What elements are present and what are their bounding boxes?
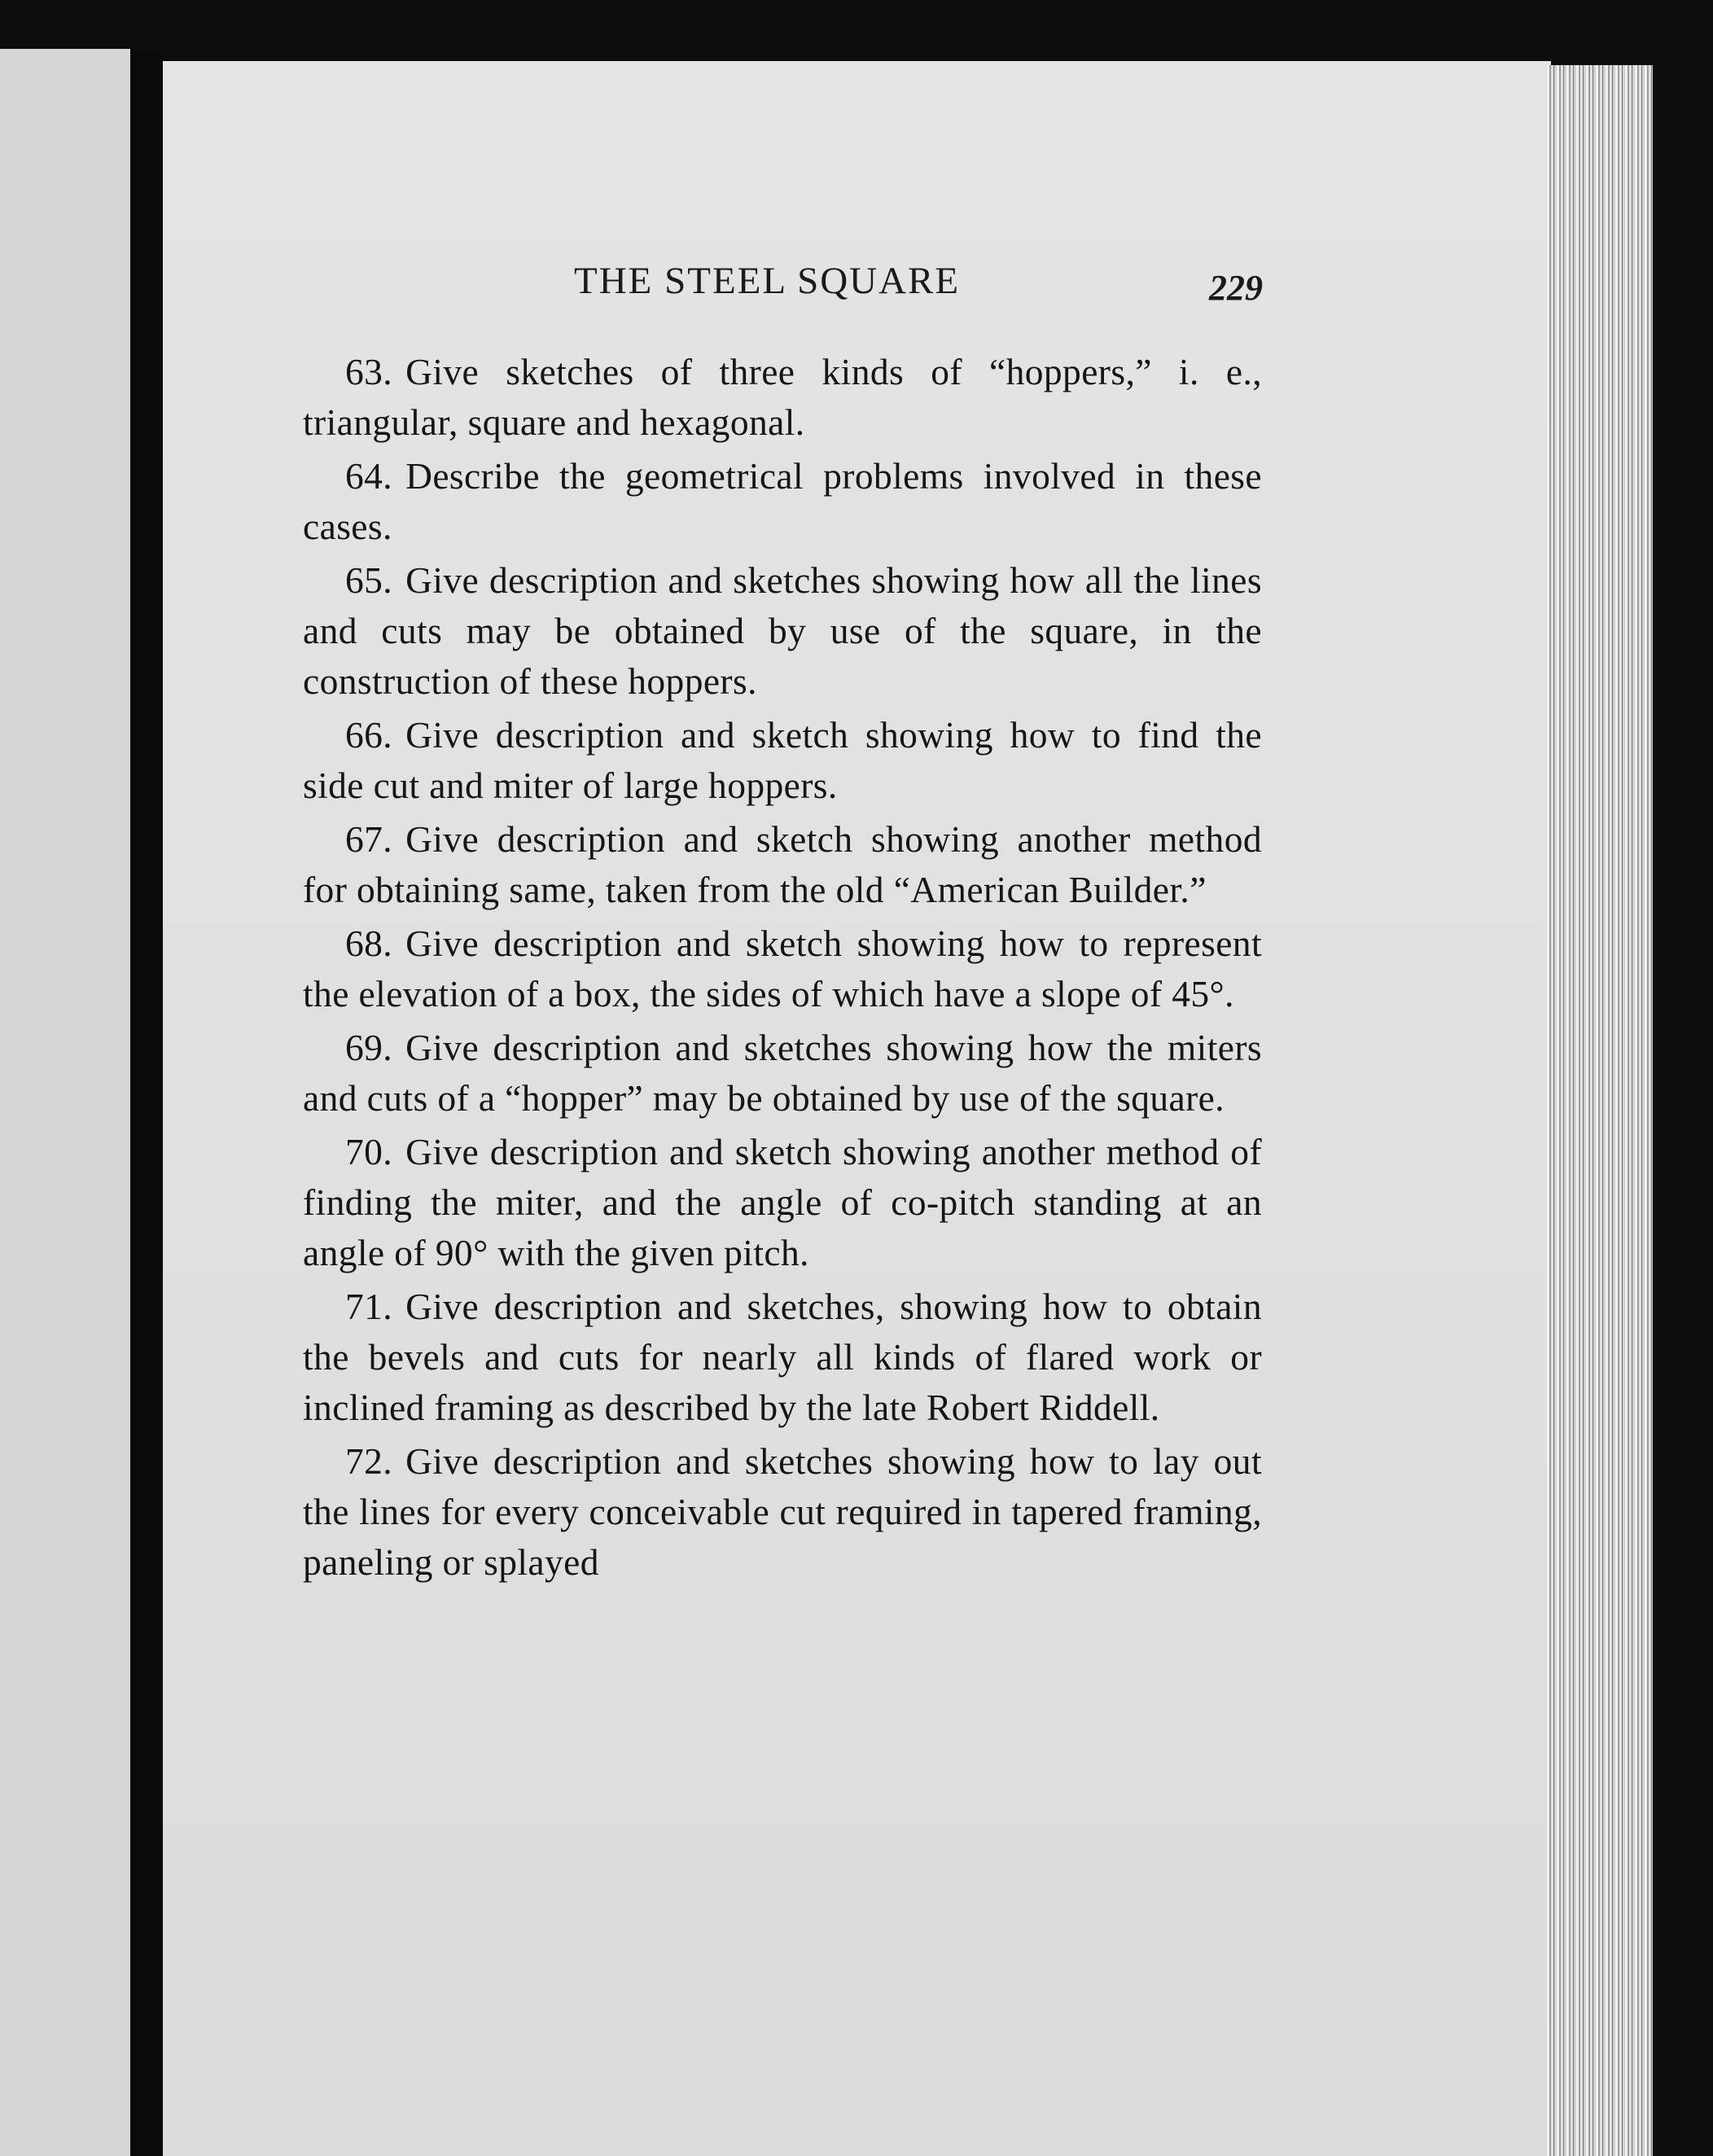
question-item [303, 555, 1262, 707]
question-number: 68. [345, 922, 393, 964]
question-number: 66. [345, 714, 393, 756]
question-number: 63. [345, 351, 393, 392]
question-item [303, 1282, 1262, 1433]
question-item [303, 451, 1262, 552]
page-number: 229 [1209, 268, 1263, 308]
question-list [303, 347, 1262, 1591]
question-text: Give description and sketches showing how all the lines and cuts may be obtained by use of the square, in the construction of these hoppers. [303, 559, 1262, 702]
background-edge [1653, 57, 1713, 2156]
question-text: Give description and sketch showing another method for obtaining same, taken from the old “American Builder.” [303, 818, 1262, 910]
question-text: Give description and sketch showing another method of finding the miter, and the angle of co-pitch standing at an angle of 90° with the given pitch. [303, 1131, 1262, 1273]
question-item [303, 710, 1262, 811]
question-item [303, 347, 1262, 448]
question-text: Describe the geometrical problems involved in these cases. [303, 455, 1262, 547]
running-head [456, 259, 1433, 316]
question-number: 64. [345, 455, 393, 497]
question-text: Give description and sketch showing how to represent the elevation of a box, the sides of which have a slope of 45°. [303, 922, 1262, 1014]
question-item [303, 1127, 1262, 1278]
question-number: 69. [345, 1027, 393, 1068]
book-gutter [132, 53, 163, 2156]
page-fore-edge [1547, 65, 1653, 2156]
question-text: Give description and sketch showing how to find the side cut and miter of large hoppers. [303, 714, 1262, 806]
question-item [303, 1436, 1262, 1588]
question-text: Give description and sketches showing how to lay out the lines for every conceivable cut required in tapered framing, paneling or splayed [303, 1440, 1262, 1583]
running-head-title: THE STEEL SQUARE [574, 260, 961, 302]
question-number: 70. [345, 1131, 393, 1172]
question-number: 72. [345, 1440, 393, 1482]
question-text: Give sketches of three kinds of “hoppers,” i. e., triangular, square and hexagonal. [303, 351, 1262, 443]
previous-page-edge [0, 49, 130, 2156]
question-item [303, 1023, 1262, 1124]
question-number: 71. [345, 1286, 393, 1327]
question-number: 67. [345, 818, 393, 860]
question-item [303, 918, 1262, 1019]
question-text: Give description and sketches, showing how to obtain the bevels and cuts for nearly all kinds of flared work or inclined framing as described by the late Robert Riddell. [303, 1286, 1262, 1428]
question-text: Give description and sketches showing how the miters and cuts of a “hopper” may be obtained by use of the square. [303, 1027, 1262, 1119]
question-item [303, 814, 1262, 915]
question-number: 65. [345, 559, 393, 601]
